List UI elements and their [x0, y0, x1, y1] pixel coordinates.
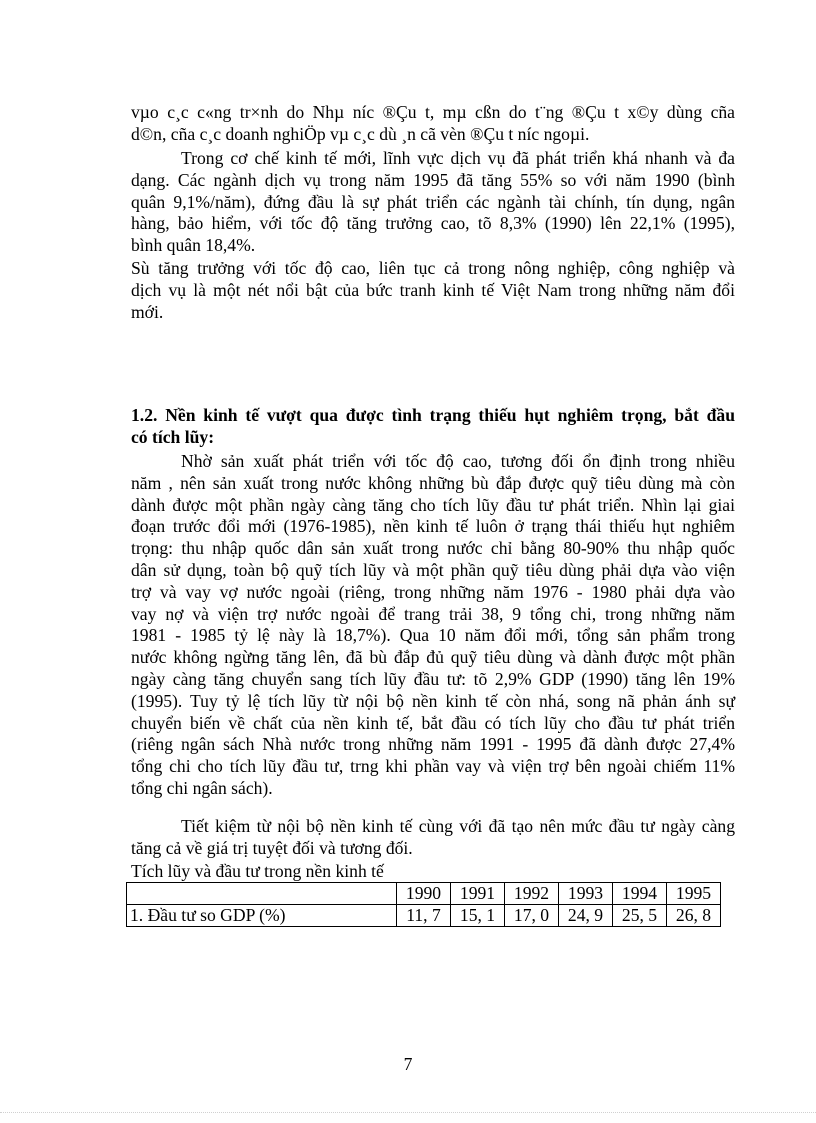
text-line: (riêng ngân sách Nhà nước trong những năm 1991 - 1995 đã dành được 27,4% [131, 734, 735, 755]
text-line: Nhờ sản xuất phát triển với tốc độ cao, tương đối ổn định trong nhiều [181, 451, 735, 471]
text-line: năm , nên sản xuất trong nước không những bù đắp được quỹ tiêu dùng mà còn [131, 472, 735, 493]
text-line: mới. [131, 301, 164, 322]
text-line: Sù tăng trưởng với tốc độ cao, liên tục cả trong nông nghiệp, công nghiệp và [131, 258, 735, 278]
text-line: Trong cơ chế kinh tế mới, lĩnh vực dịch vụ đã phát triển khá nhanh và đa [181, 148, 735, 168]
text-line: (1995). Tuy tỷ lệ tích lũy từ nội bộ nền kinh tế còn nhá, song nã phản ánh sự [131, 690, 735, 711]
text-line: 1981 - 1985 tỷ lệ này là 18,7%). Qua 10 năm đổi mới, tổng sản phẩm trong [131, 625, 735, 646]
paragraph-continuation [131, 102, 735, 146]
text-line: chuyển biến về chất của nền kinh tế, bắt đầu có tích lũy cho đầu tư phát triển [131, 712, 735, 733]
year-cell: 1990 [397, 883, 451, 905]
text-line: dịch vụ là một nét nổi bật của bức tranh kinh tế Việt Nam trong những năm đổi [131, 279, 735, 300]
text-line: dạng. Các ngành dịch vụ trong năm 1995 đã tăng 55% so với năm 1990 (bình [131, 169, 735, 190]
text-line: trọng: thu nhập quốc dân sản xuất trong nước chỉ bằng 80-90% thu nhập quốc [131, 538, 735, 559]
value-cell: 26, 8 [667, 905, 721, 927]
year-cell: 1991 [451, 883, 505, 905]
value-cell: 25, 5 [613, 905, 667, 927]
text-line: tổng chi ngân sách). [131, 777, 273, 798]
text-line: tăng cả về giá trị tuyệt đối và tương đối. [131, 837, 413, 858]
paragraph-services [131, 148, 735, 257]
section-heading [131, 405, 735, 449]
year-cell: 1992 [505, 883, 559, 905]
text-line: Tiết kiệm từ nội bộ nền kinh tế cùng với đã tạo nên mức đầu tư ngày càng [181, 816, 735, 836]
investment-table [126, 882, 721, 927]
text-line: tổng chi cho tích lũy đầu tư, trng khi phần vay và viện trợ bên ngoài chiếm 11% [131, 756, 735, 777]
value-cell: 11, 7 [397, 905, 451, 927]
paragraph-accumulation [131, 451, 735, 800]
table-row [127, 905, 721, 927]
paragraph-savings [131, 816, 735, 860]
row-label-cell: 1. Đầu tư so GDP (%) [127, 905, 397, 927]
text-line: nước không ngừng tăng lên, đã bù đắp đủ quỹ tiêu dùng và dành được một phần [131, 647, 735, 668]
year-cell: 1995 [667, 883, 721, 905]
table-header-row [127, 883, 721, 905]
heading-line: có tích lũy: [131, 426, 215, 447]
text-line: đoạn trước đổi mới (1976-1985), nền kinh tế luôn ở trạng thái thiếu hụt nghiêm [131, 516, 735, 537]
text-line: dành được một phần ngày càng tăng cho tích lũy đầu tư phát triển. Nhìn lại giai [131, 494, 735, 515]
year-cell: 1994 [613, 883, 667, 905]
text-line: vµo c¸c c«ng tr×nh do Nhµ níc ®Çu t, mµ cßn do t¨ng ®Çu t x©y dùng cña [131, 102, 735, 122]
year-cell: 1993 [559, 883, 613, 905]
table-corner-cell [127, 883, 397, 905]
value-cell: 24, 9 [559, 905, 613, 927]
text-line: quân 9,1%/năm), đứng đầu là sự phát triển các ngành tài chính, tín dụng, ngân [131, 191, 735, 212]
text-line: trợ và vay vợ nước ngoài (riêng, trong những năm 1976 - 1980 phải dựa vào [131, 581, 735, 602]
text-line: vay nợ và viện trợ nước ngoài để trang trải 38, 9 tổng chi, trong những năm [131, 603, 735, 624]
table-caption: Tích lũy và đầu tư trong nền kinh tế [131, 861, 384, 881]
heading-line: 1.2. Nền kinh tế vượt qua được tình trạng thiếu hụt nghiêm trọng, bắt đầu [131, 405, 735, 425]
text-line: hàng, bảo hiểm, với tốc độ tăng trưởng cao, tõ 8,3% (1990) lên 22,1% (1995), [131, 213, 735, 234]
text-line: dân sử dụng, toàn bộ quỹ tích lũy và một phần quỹ tiêu dùng phải dựa vào viện [131, 559, 735, 580]
value-cell: 15, 1 [451, 905, 505, 927]
paragraph-growth [131, 258, 735, 323]
text-line: ngày càng tăng chuyển sang tích lũy đầu tư: tõ 2,9% GDP (1990) tăng lên 19% [131, 668, 735, 689]
page-divider [0, 1112, 816, 1113]
text-line: bình quân 18,4%. [131, 235, 256, 256]
text-line: d©n, cña c¸c doanh nghiÖp vµ c¸c dù ¸n cã vèn ®Çu t níc ngoµi. [131, 123, 590, 144]
value-cell: 17, 0 [505, 905, 559, 927]
page-number: 7 [403, 1054, 413, 1074]
